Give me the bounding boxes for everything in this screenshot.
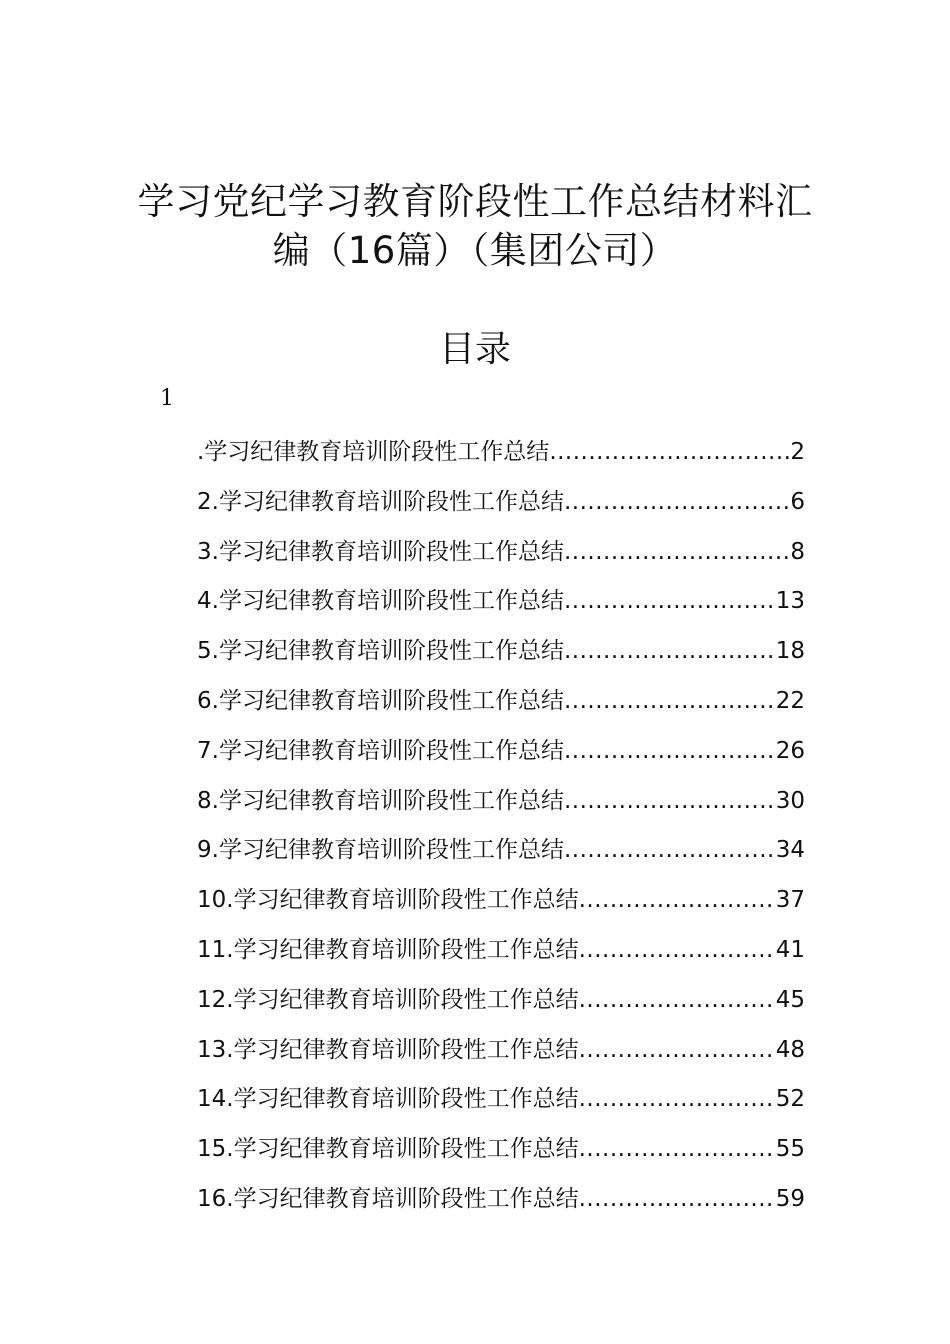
toc-entry[interactable] [197, 1075, 805, 1125]
toc-entry[interactable] [197, 677, 805, 727]
toc-entry[interactable] [197, 478, 805, 528]
toc-dot-leader [579, 1175, 776, 1225]
toc-dot-leader [564, 528, 790, 578]
toc-page-number: 41 [775, 936, 805, 963]
toc-dot-leader [579, 926, 776, 976]
toc-page-number: 45 [775, 986, 805, 1013]
toc-dot-leader [579, 976, 776, 1026]
toc-page-number: 13 [775, 588, 805, 615]
toc-entry-title: 16.学习纪律教育培训阶段性工作总结 [197, 1185, 579, 1212]
toc-page-number: 2 [790, 439, 805, 465]
toc-dot-leader [564, 826, 776, 876]
toc-entry[interactable] [197, 627, 805, 677]
toc-dot-leader [564, 677, 776, 727]
toc-page-number: 34 [775, 837, 805, 864]
toc-entry[interactable] [197, 428, 805, 478]
toc-entry[interactable] [197, 777, 805, 827]
toc-page-number: 18 [775, 638, 805, 665]
toc-entry-title: 10.学习纪律教育培训阶段性工作总结 [197, 887, 579, 914]
toc-dot-leader [579, 1026, 776, 1076]
document-title-line-1: 学习党纪学习教育阶段性工作总结材料汇 [137, 180, 813, 223]
toc-heading: 目录 [438, 329, 511, 370]
toc-entry[interactable] [197, 1125, 805, 1175]
toc-entry-title: 7.学习纪律教育培训阶段性工作总结 [197, 737, 564, 764]
toc-entry[interactable] [197, 826, 805, 876]
toc-page-number: 48 [775, 1036, 805, 1063]
toc-entry-title: 4.学习纪律教育培训阶段性工作总结 [197, 588, 564, 615]
toc-page-number: 59 [775, 1185, 805, 1212]
toc-dot-leader [549, 428, 790, 478]
document-title-line-2: 编（16篇）（集团公司） [272, 229, 678, 272]
toc-dot-leader [564, 727, 776, 777]
toc-entry[interactable] [197, 1026, 805, 1076]
toc-entry-title: .学习纪律教育培训阶段性工作总结 [197, 439, 550, 465]
toc-entry-title: 6.学习纪律教育培训阶段性工作总结 [197, 687, 564, 714]
toc-dot-leader [564, 777, 776, 827]
toc-dot-leader [579, 1125, 776, 1175]
toc-entry[interactable] [197, 577, 805, 627]
toc-entry-title: 3.学习纪律教育培训阶段性工作总结 [197, 538, 564, 565]
toc-entry[interactable] [197, 1175, 805, 1225]
toc-entry-title: 9.学习纪律教育培训阶段性工作总结 [197, 837, 564, 864]
toc-dot-leader [579, 876, 776, 926]
toc-page-number: 6 [790, 488, 805, 515]
toc-page-number: 55 [775, 1136, 805, 1163]
toc-entry[interactable] [197, 926, 805, 976]
toc-entry-title: 12.学习纪律教育培训阶段性工作总结 [197, 986, 579, 1013]
toc-page-number: 52 [775, 1086, 805, 1113]
toc-entry-title: 8.学习纪律教育培训阶段性工作总结 [197, 787, 564, 814]
toc-dot-leader [564, 627, 776, 677]
toc-entry-title: 13.学习纪律教育培训阶段性工作总结 [197, 1036, 579, 1063]
toc-entry[interactable] [197, 528, 805, 578]
stray-number: 1 [160, 386, 174, 411]
toc-page-number: 37 [775, 887, 805, 914]
toc-page-number: 8 [790, 538, 805, 565]
toc-entry[interactable] [197, 727, 805, 777]
toc-entry-title: 14.学习纪律教育培训阶段性工作总结 [197, 1086, 579, 1113]
toc-entry[interactable] [197, 976, 805, 1026]
toc-entry-title: 2.学习纪律教育培训阶段性工作总结 [197, 488, 564, 515]
toc-dot-leader [564, 478, 790, 528]
toc-page-number: 30 [775, 787, 805, 814]
toc-page-number: 26 [775, 737, 805, 764]
toc-entry-title: 15.学习纪律教育培训阶段性工作总结 [197, 1136, 579, 1163]
toc-dot-leader [564, 577, 776, 627]
toc-entry-title: 11.学习纪律教育培训阶段性工作总结 [197, 936, 579, 963]
toc-entry-title: 5.学习纪律教育培训阶段性工作总结 [197, 638, 564, 665]
toc-entry[interactable] [197, 876, 805, 926]
toc-dot-leader [579, 1075, 776, 1125]
toc-page-number: 22 [775, 687, 805, 714]
table-of-contents [197, 428, 805, 1225]
